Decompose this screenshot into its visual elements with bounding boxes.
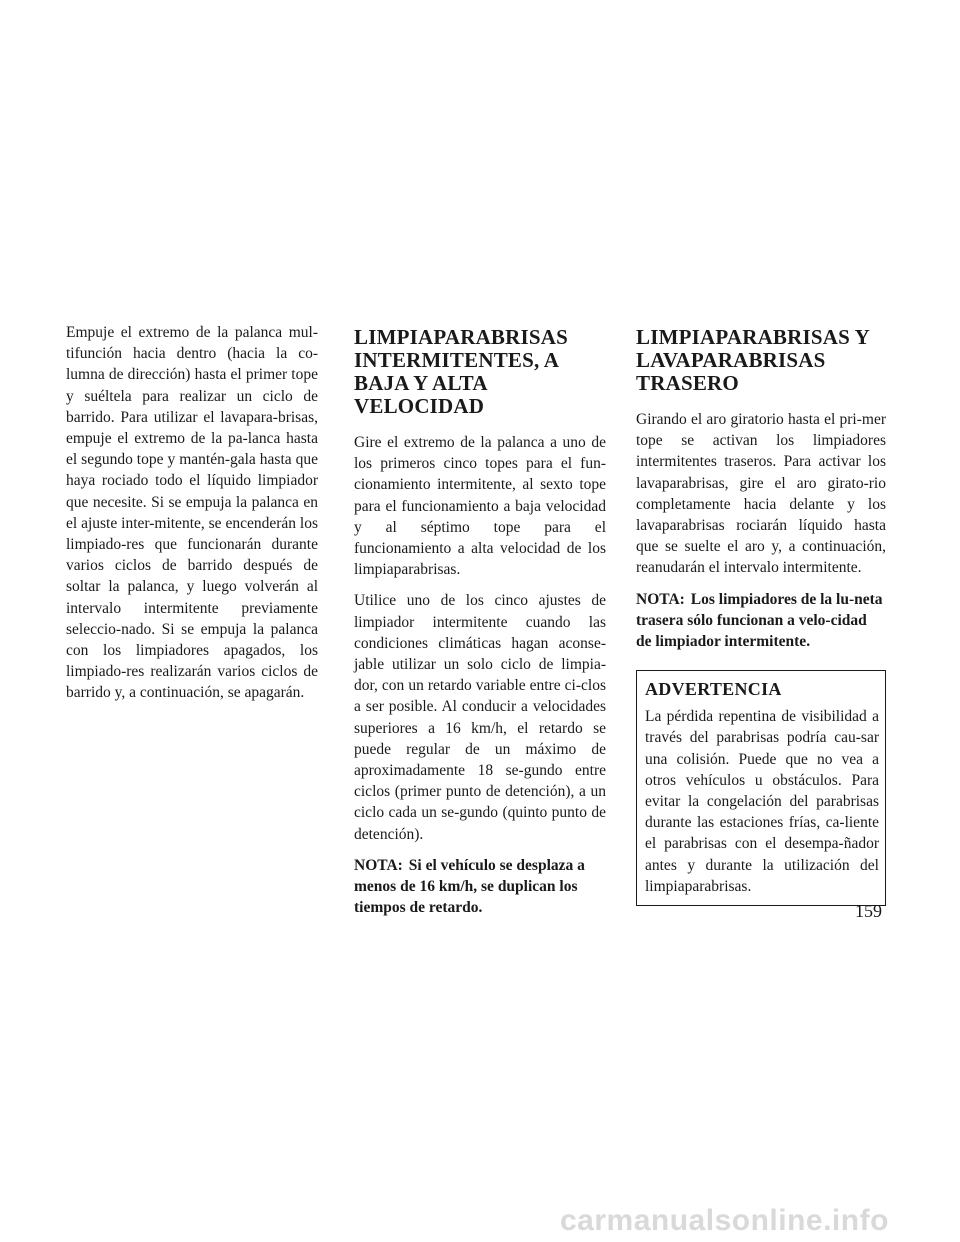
body-paragraph: Girando el aro giratorio hasta el pri-mer tope se activan los limpiadores intermitentes traseros. Para activar los lavaparabrisas, gire el aro girato-rio completamente hacia delante y los lavaparabrisas rociarán líquido hasta que se suelte el aro y, a continuación, reanudarán el intervalo intermitente. [636,411,886,577]
warning-title: ADVERTENCIA [645,679,782,700]
note [636,589,886,653]
body-paragraph: Utilice uno de los cinco ajustes de limpiador intermitente cuando las condiciones climáticas hagan aconse-jable utilizar un solo ciclo de limpia-dor, con un retardo variable entre ci-clos a ser posible. Al conducir a velocidades superiores a 16 km/h, el retardo se puede regular de un máximo de aproximadamente 18 se-gundo entre ciclos (primer punto de detención), a un ciclo cada un se-gundo (quinto punto de detención). [354,592,606,843]
column-right [636,322,886,906]
column-middle [354,322,606,928]
note [354,855,606,919]
note-label: NOTA: [354,856,403,874]
note-text: Si el vehículo se desplaza a menos de 16 km/h, se duplican los tiempos de retardo. [354,856,585,917]
note-text: Los limpiadores de la lu-neta trasera sólo funcionan a velo-cidad de limpiador intermitente. [636,590,883,651]
section-heading: LIMPIAPARABRISAS Y LAVAPARABRISAS TRASERO [636,325,870,395]
section-heading: LIMPIAPARABRISAS INTERMITENTES, A BAJA Y ALTA VELOCIDAD [354,325,568,418]
page-number: 159 [855,901,882,921]
warning-box [636,670,886,906]
warning-text: La pérdida repentina de visibilidad a través del parabrisas podría cau-sar una colisión. Puede que no vea a otros vehículos u obstáculos. Para evitar la congelación del parabrisas durante las estaciones frías, ca-liente el parabrisas con el desempa-ñador antes y durante la utilización del limpiaparabrisas. [645,708,879,895]
body-paragraph: Empuje el extremo de la palanca mul-tifunción hacia dentro (hacia la co-lumna de dirección) hasta el primer tope y suéltela para realizar un ciclo de barrido. Para utilizar el lavapara-brisas, empuje el extremo de la pa-lanca hasta el segundo tope y mantén-gala hasta que haya rociado todo el líquido limpiador que necesite. Si se empuja la palanca en el ajuste inter-mitente, se encenderán los limpiado-res que funcionarán durante varios ciclos de barrido después de soltar la palanca, y luego volverán al intervalo intermitente previamente seleccio-nado. Si se empuja la palanca con los limpiadores apagados, los limpiado-res realizarán varios ciclos de barrido y, a continuación, se apagarán. [66,324,318,702]
body-paragraph: Gire el extremo de la palanca a uno de los primeros cinco topes para el fun-cionamiento intermitente, al sexto tope para el funcionamiento a baja velocidad y al séptimo tope para el funcionamiento a alta velocidad de los limpiaparabrisas. [354,434,606,579]
column-left [66,322,318,714]
watermark: carmanualsonline.info [560,1204,889,1237]
note-label: NOTA: [636,590,685,608]
